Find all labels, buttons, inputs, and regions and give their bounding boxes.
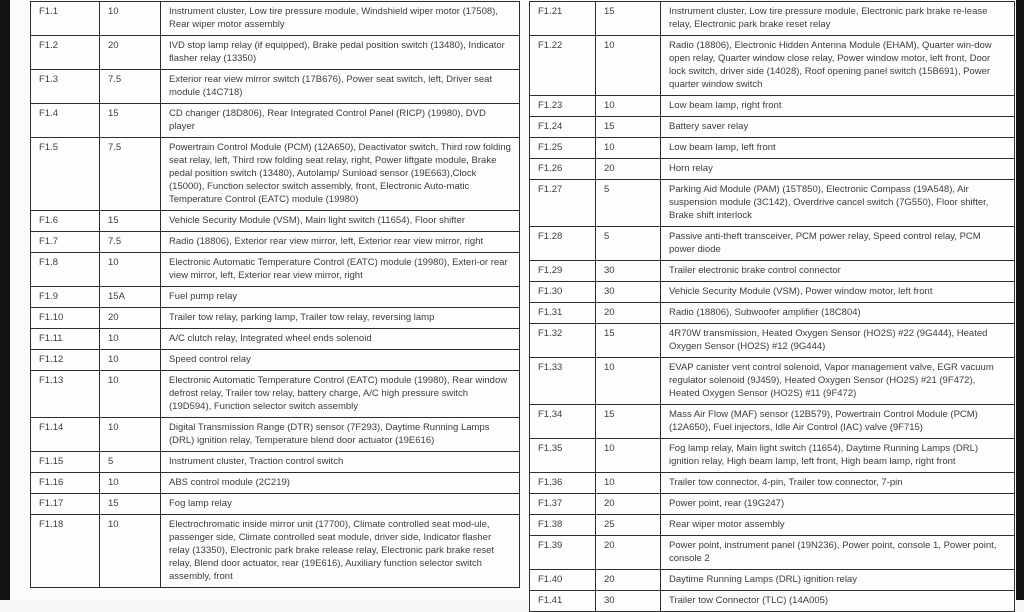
fuse-id-cell: F1.31 — [530, 303, 596, 324]
fuse-table-right-body — [530, 2, 1015, 612]
description-cell: Powertrain Control Module (PCM) (12A650), Deactivator switch, Third row folding seat relay, left, Third row folding seat relay, right, Power liftgate module, Brake pedal position switch (13480), Autolamp/ Sunload sensor (19E663),Clock (15000), Function selector switch assembly, front, Electronic Auto-matic Temperature Control (EATC) module (19980) — [161, 138, 520, 211]
fuse-row — [530, 36, 1015, 96]
fuse-id-cell: F1.5 — [31, 138, 100, 211]
fuse-row — [530, 159, 1015, 180]
fuse-row — [31, 287, 520, 308]
fuse-row — [530, 261, 1015, 282]
description-cell: Instrument cluster, Low tire pressure module, Electronic park brake re-lease relay, Electronic park brake reset relay — [661, 2, 1015, 36]
amp-rating-cell: 15 — [100, 104, 161, 138]
fuse-row — [31, 36, 520, 70]
fuse-row — [530, 180, 1015, 227]
amp-rating-cell: 15A — [100, 287, 161, 308]
amp-rating-cell: 10 — [596, 439, 661, 473]
description-cell: Vehicle Security Module (VSM), Power window motor, left front — [661, 282, 1015, 303]
fuse-id-cell: F1.10 — [31, 308, 100, 329]
description-cell: A/C clutch relay, Integrated wheel ends solenoid — [161, 329, 520, 350]
fuse-id-cell: F1.21 — [530, 2, 596, 36]
amp-rating-cell: 5 — [596, 227, 661, 261]
description-cell: Mass Air Flow (MAF) sensor (12B579), Powertrain Control Module (PCM) (12A650), Fuel injectors, Idle Air Control (IAC) valve (9F715) — [661, 405, 1015, 439]
amp-rating-cell: 15 — [100, 211, 161, 232]
fuse-row — [530, 227, 1015, 261]
fuse-table-left-body — [31, 2, 520, 588]
amp-rating-cell: 5 — [596, 180, 661, 227]
description-cell: Low beam lamp, left front — [661, 138, 1015, 159]
description-cell: Exterior rear view mirror switch (17B676), Power seat switch, left, Driver seat module (14C718) — [161, 70, 520, 104]
fuse-row — [530, 117, 1015, 138]
fuse-id-cell: F1.22 — [530, 36, 596, 96]
fuse-row — [31, 138, 520, 211]
description-cell: Daytime Running Lamps (DRL) ignition relay — [661, 570, 1015, 591]
description-cell: Instrument cluster, Low tire pressure module, Windshield wiper motor (17508), Rear wiper motor assembly — [161, 2, 520, 36]
amp-rating-cell: 10 — [100, 515, 161, 588]
description-cell: Fog lamp relay, Main light switch (11654), Daytime Running Lamps (DRL) ignition relay, High beam lamp, left front, High beam lamp, right front — [661, 439, 1015, 473]
fuse-id-cell: F1.28 — [530, 227, 596, 261]
fuse-row — [31, 232, 520, 253]
fuse-id-cell: F1.34 — [530, 405, 596, 439]
description-cell: CD changer (18D806), Rear Integrated Control Panel (RICP) (19980), DVD player — [161, 104, 520, 138]
fuse-row — [530, 570, 1015, 591]
amp-rating-cell: 10 — [100, 2, 161, 36]
amp-rating-cell: 20 — [596, 159, 661, 180]
description-cell: ABS control module (2C219) — [161, 473, 520, 494]
amp-rating-cell: 15 — [596, 2, 661, 36]
amp-rating-cell: 10 — [100, 253, 161, 287]
fuse-row — [530, 324, 1015, 358]
fuse-row — [530, 515, 1015, 536]
amp-rating-cell: 20 — [596, 536, 661, 570]
amp-rating-cell: 10 — [100, 473, 161, 494]
fuse-row — [530, 494, 1015, 515]
description-cell: Low beam lamp, right front — [661, 96, 1015, 117]
description-cell: Speed control relay — [161, 350, 520, 371]
fuse-row — [31, 329, 520, 350]
fuse-row — [31, 211, 520, 232]
amp-rating-cell: 10 — [596, 36, 661, 96]
fuse-row — [31, 308, 520, 329]
description-cell: Horn relay — [661, 159, 1015, 180]
description-cell: Trailer tow connector, 4-pin, Trailer tow connector, 7-pin — [661, 473, 1015, 494]
fuse-id-cell: F1.15 — [31, 452, 100, 473]
fuse-id-cell: F1.37 — [530, 494, 596, 515]
fuse-row — [31, 452, 520, 473]
fuse-id-cell: F1.8 — [31, 253, 100, 287]
fuse-id-cell: F1.30 — [530, 282, 596, 303]
amp-rating-cell: 15 — [100, 494, 161, 515]
fuse-row — [530, 405, 1015, 439]
amp-rating-cell: 10 — [596, 358, 661, 405]
fuse-row — [530, 96, 1015, 117]
fuse-row — [530, 138, 1015, 159]
description-cell: 4R70W transmission, Heated Oxygen Sensor (HO2S) #22 (9G444), Heated Oxygen Sensor (HO2S) #12 (9G444) — [661, 324, 1015, 358]
amp-rating-cell: 7.5 — [100, 232, 161, 253]
amp-rating-cell: 20 — [100, 308, 161, 329]
description-cell: Battery saver relay — [661, 117, 1015, 138]
amp-rating-cell: 30 — [596, 261, 661, 282]
fuse-table-right — [529, 1, 1015, 612]
description-cell: Digital Transmission Range (DTR) sensor (7F293), Daytime Running Lamps (DRL) ignition relay, Temperature blend door actuator (19E616) — [161, 418, 520, 452]
amp-rating-cell: 10 — [596, 138, 661, 159]
description-cell: Power point, instrument panel (19N236), Power point, console 1, Power point, console 2 — [661, 536, 1015, 570]
fuse-row — [31, 494, 520, 515]
fuse-row — [31, 2, 520, 36]
description-cell: IVD stop lamp relay (if equipped), Brake pedal position switch (13480), Indicator flasher relay (13350) — [161, 36, 520, 70]
description-cell: Passive anti-theft transceiver, PCM power relay, Speed control relay, PCM power diode — [661, 227, 1015, 261]
fuse-row — [31, 371, 520, 418]
fuse-row — [530, 536, 1015, 570]
fuse-id-cell: F1.18 — [31, 515, 100, 588]
amp-rating-cell: 20 — [596, 494, 661, 515]
description-cell: Vehicle Security Module (VSM), Main light switch (11654), Floor shifter — [161, 211, 520, 232]
description-cell: Radio (18806), Electronic Hidden Antenna Module (EHAM), Quarter win-dow open relay, Quarter window close relay, Power window motor, left front, Door lock switch, driver side (14028), Roof opening panel switch (15B691), Power quarter window switch — [661, 36, 1015, 96]
amp-rating-cell: 7.5 — [100, 138, 161, 211]
scan-edge-right-strip — [1016, 0, 1024, 600]
amp-rating-cell: 15 — [596, 324, 661, 358]
description-cell: Radio (18806), Subwoofer amplifier (18C804) — [661, 303, 1015, 324]
description-cell: Trailer electronic brake control connector — [661, 261, 1015, 282]
fuse-id-cell: F1.33 — [530, 358, 596, 405]
fuse-row — [31, 350, 520, 371]
description-cell: Rear wiper motor assembly — [661, 515, 1015, 536]
fuse-id-cell: F1.26 — [530, 159, 596, 180]
fuse-id-cell: F1.35 — [530, 439, 596, 473]
fuse-id-cell: F1.36 — [530, 473, 596, 494]
fuse-row — [31, 253, 520, 287]
fuse-id-cell: F1.14 — [31, 418, 100, 452]
fuse-id-cell: F1.9 — [31, 287, 100, 308]
description-cell: Power point, rear (19G247) — [661, 494, 1015, 515]
amp-rating-cell: 10 — [596, 473, 661, 494]
fuse-id-cell: F1.27 — [530, 180, 596, 227]
fuse-id-cell: F1.25 — [530, 138, 596, 159]
amp-rating-cell: 10 — [100, 371, 161, 418]
description-cell: EVAP canister vent control solenoid, Vapor management valve, EGR vacuum regulator solenoid (9J459), Heated Oxygen Sensor (HO2S) #21 (9F472), Heated Oxygen Sensor (HO2S) #11 (9F472) — [661, 358, 1015, 405]
description-cell: Trailer tow relay, parking lamp, Trailer tow relay, reversing lamp — [161, 308, 520, 329]
fuse-id-cell: F1.23 — [530, 96, 596, 117]
description-cell: Electronic Automatic Temperature Control (EATC) module (19980), Exteri-or rear view mirror, left, Exterior rear view mirror, right — [161, 253, 520, 287]
fuse-id-cell: F1.4 — [31, 104, 100, 138]
amp-rating-cell: 20 — [596, 303, 661, 324]
description-cell: Radio (18806), Exterior rear view mirror, left, Exterior rear view mirror, right — [161, 232, 520, 253]
fuse-id-cell: F1.1 — [31, 2, 100, 36]
fuse-id-cell: F1.24 — [530, 117, 596, 138]
amp-rating-cell: 15 — [596, 405, 661, 439]
amp-rating-cell: 30 — [596, 282, 661, 303]
fuse-id-cell: F1.7 — [31, 232, 100, 253]
fuse-row — [31, 515, 520, 588]
fuse-id-cell: F1.13 — [31, 371, 100, 418]
fuse-row — [530, 282, 1015, 303]
description-cell: Parking Aid Module (PAM) (15T850), Electronic Compass (19A548), Air suspension module (3C142), Overdrive cancel switch (7G550), Floor shifter, Brake shift interlock — [661, 180, 1015, 227]
description-cell: Fuel pump relay — [161, 287, 520, 308]
description-cell: Instrument cluster, Traction control switch — [161, 452, 520, 473]
fuse-row — [31, 70, 520, 104]
amp-rating-cell: 10 — [596, 96, 661, 117]
fuse-id-cell: F1.17 — [31, 494, 100, 515]
fuse-id-cell: F1.3 — [31, 70, 100, 104]
amp-rating-cell: 30 — [596, 591, 661, 612]
description-cell: Trailer tow Connector (TLC) (14A005) — [661, 591, 1015, 612]
fuse-row — [530, 303, 1015, 324]
fuse-row — [530, 358, 1015, 405]
fuse-row — [31, 104, 520, 138]
scan-edge-left-strip — [0, 0, 10, 600]
amp-rating-cell: 15 — [596, 117, 661, 138]
amp-rating-cell: 5 — [100, 452, 161, 473]
fuse-id-cell: F1.2 — [31, 36, 100, 70]
amp-rating-cell: 20 — [596, 570, 661, 591]
fuse-id-cell: F1.41 — [530, 591, 596, 612]
fuse-id-cell: F1.29 — [530, 261, 596, 282]
amp-rating-cell: 10 — [100, 350, 161, 371]
fuse-table-left — [30, 1, 520, 588]
amp-rating-cell: 10 — [100, 329, 161, 350]
fuse-id-cell: F1.16 — [31, 473, 100, 494]
fuse-id-cell: F1.38 — [530, 515, 596, 536]
fuse-id-cell: F1.39 — [530, 536, 596, 570]
description-cell: Electrochromatic inside mirror unit (17700), Climate controlled seat mod-ule, passenger side, Climate controlled seat module, driver side, Indicator flasher relay (13350), Electronic park brake release relay, Electronic park brake reset relay, Blend door actuator, rear (19E616), Auxiliary function selector switch assembly, front — [161, 515, 520, 588]
fuse-row — [530, 2, 1015, 36]
fuse-id-cell: F1.11 — [31, 329, 100, 350]
fuse-row — [530, 473, 1015, 494]
amp-rating-cell: 25 — [596, 515, 661, 536]
description-cell: Fog lamp relay — [161, 494, 520, 515]
fuse-id-cell: F1.12 — [31, 350, 100, 371]
amp-rating-cell: 20 — [100, 36, 161, 70]
fuse-row — [31, 473, 520, 494]
fuse-id-cell: F1.40 — [530, 570, 596, 591]
fuse-id-cell: F1.6 — [31, 211, 100, 232]
fuse-id-cell: F1.32 — [530, 324, 596, 358]
description-cell: Electronic Automatic Temperature Control (EATC) module (19980), Rear window defrost relay, Trailer tow relay, battery charge, A/C high pressure switch (19D594), Function selector switch assembly — [161, 371, 520, 418]
amp-rating-cell: 7.5 — [100, 70, 161, 104]
fuse-row — [530, 591, 1015, 612]
fuse-row — [31, 418, 520, 452]
fuse-row — [530, 439, 1015, 473]
amp-rating-cell: 10 — [100, 418, 161, 452]
